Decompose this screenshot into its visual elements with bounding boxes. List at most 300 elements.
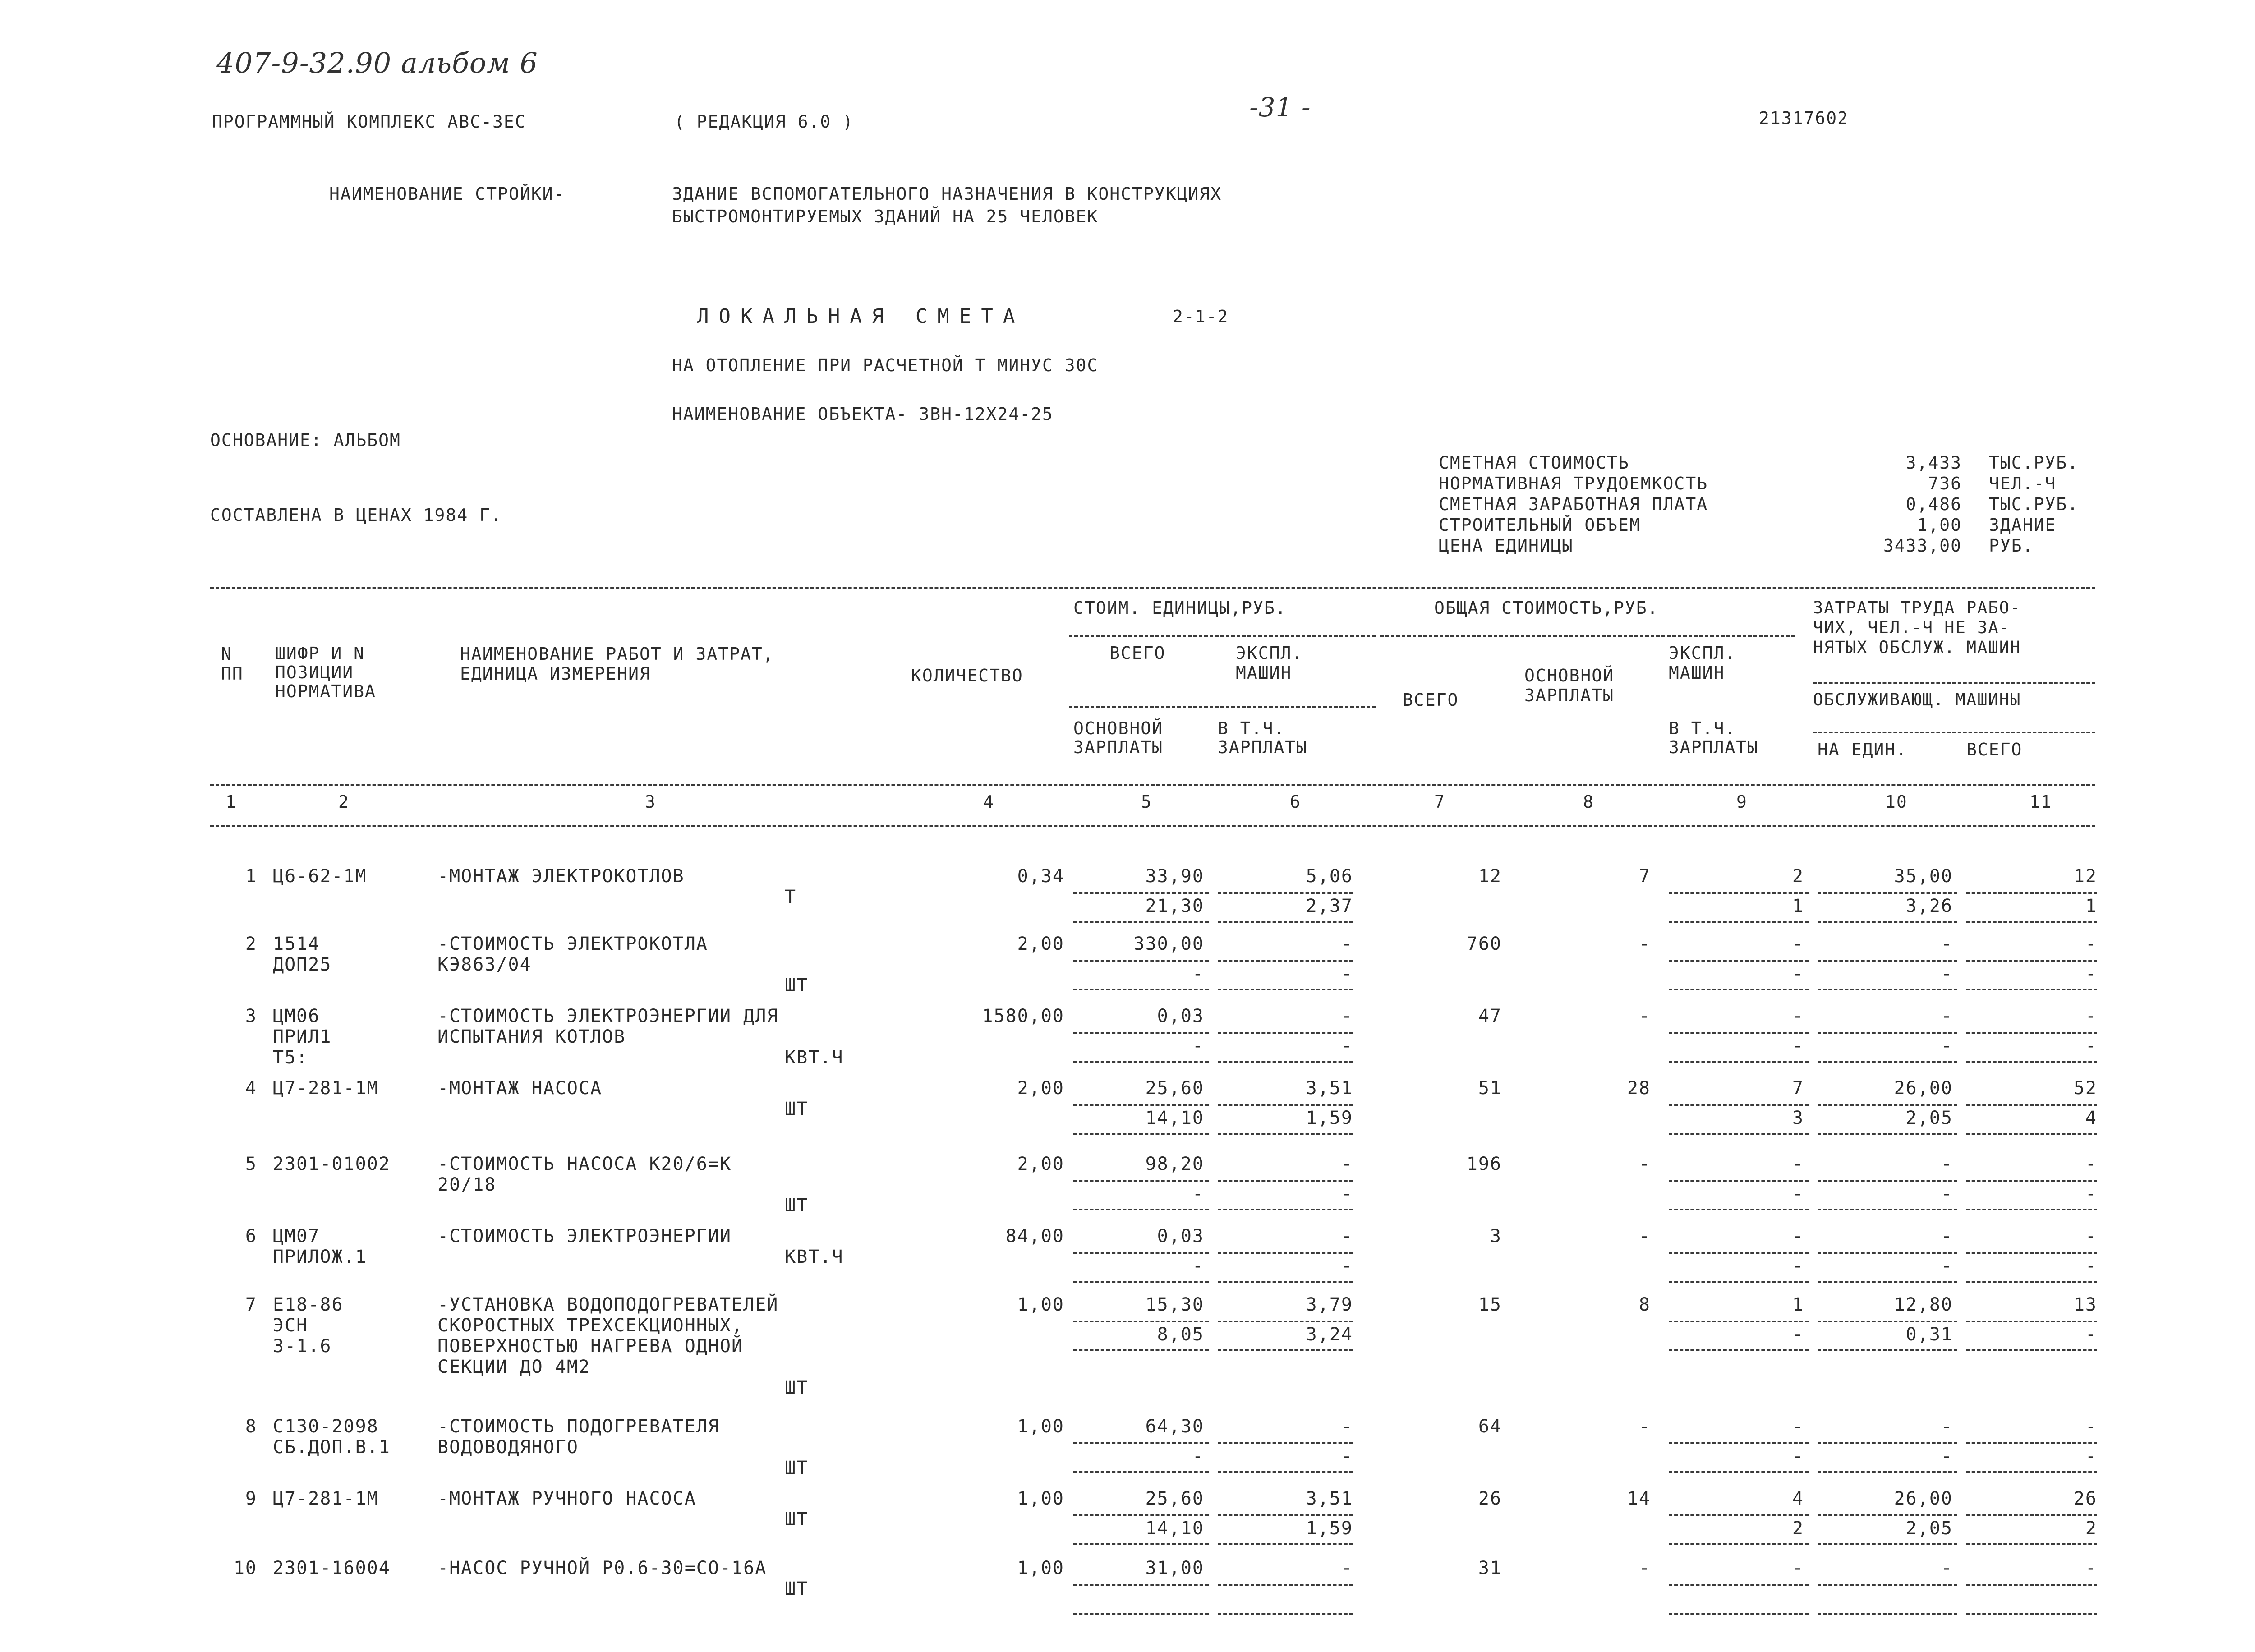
basis: ОСНОВАНИЕ: АЛЬБОМ [210,430,401,450]
row-unit-wage: 14,10 [1145,1108,1204,1128]
cell-divider [1818,1514,1957,1516]
col-header-unit-total: ВСЕГО [1109,643,1166,663]
row-unit: ШТ [785,975,809,996]
cell-divider [1669,921,1809,923]
row-total: 3 [1490,1226,1502,1247]
row-labor-unit-machines: 0,31 [1905,1324,1953,1345]
rule [1813,682,2095,684]
row-quantity: 1580,00 [982,1006,1064,1026]
header-bottom-rule [210,784,2095,786]
cell-divider [1218,892,1353,894]
row-labor-unit-machines: 2,05 [1905,1518,1953,1539]
row-labor-total-machines: 2 [2085,1518,2097,1539]
row-code: Ц7-281-1М [273,1488,379,1509]
cell-divider [1966,1061,2097,1063]
cell-divider [1073,1321,1209,1322]
summary-label: СТРОИТЕЛЬНЫЙ ОБЪЕМ [1439,515,1641,535]
cell-divider [1073,1349,1209,1351]
cell-divider [1218,1442,1353,1444]
col-header-total-wage: ОСНОВНОЙ ЗАРПЛАТЫ [1524,666,1615,705]
row-labor-total: - [2085,1006,2097,1026]
cell-divider [1669,1252,1809,1254]
cell-divider [1073,1281,1209,1283]
col-header-unit-machines: ЭКСПЛ. МАШИН [1236,643,1303,683]
row-total-machine-wage: - [1792,1324,1804,1345]
row-unit-machines: - [1341,1154,1353,1174]
numbers-bottom-rule [210,825,2095,827]
row-code: Е18-86 ЭСН 3-1.6 [273,1294,344,1357]
row-quantity: 0,34 [1017,866,1064,887]
row-labor-per-unit: - [1941,934,1953,954]
cell-divider [1669,989,1809,990]
cell-divider [1966,1584,2097,1586]
row-total-wage: - [1638,1154,1651,1174]
row-quantity: 1,00 [1017,1558,1064,1578]
page-number: -31 - [1249,92,1311,123]
row-code: 2301-16004 [273,1558,391,1578]
col-header-quantity: КОЛИЧЕСТВО [911,666,1023,686]
cell-divider [1669,1281,1809,1283]
cell-divider [1966,1252,2097,1254]
cell-divider [1218,1471,1353,1473]
column-number: 4 [983,792,994,812]
cell-divider [1669,1584,1809,1586]
col-header-number: N ПП [221,644,244,684]
row-number: 5 [245,1154,257,1174]
row-unit-total: 98,20 [1145,1154,1204,1174]
row-name: -УСТАНОВКА ВОДОПОДОГРЕВАТЕЛЕЙ СКОРОСТНЫХ ТРЕХСЕКЦИОННЫХ, ПОВЕРХНОСТЬЮ НАГРЕВА ОДНОЙ СЕКЦИИ ДО 4М2 [437,1294,779,1377]
cell-divider [1073,921,1209,923]
cell-divider [1218,1252,1353,1254]
cell-divider [1966,960,2097,962]
column-number: 8 [1583,792,1594,812]
col-group-labor: ЗАТРАТЫ ТРУДА РАБО- ЧИХ, ЧЕЛ.-Ч НЕ ЗА- НЯТЫХ ОБСЛУЖ. МАШИН [1813,598,2021,657]
price-basis: СОСТАВЛЕНА В ЦЕНАХ 1984 Г. [210,505,502,525]
row-labor-per-unit: - [1941,1226,1953,1247]
row-unit: ШТ [785,1578,809,1599]
row-total-machines: 4 [1792,1488,1804,1509]
column-number: 3 [645,792,656,812]
row-name: -СТОИМОСТЬ НАСОСА К20/6=К 20/18 [437,1154,732,1195]
cell-divider [1818,1471,1957,1473]
row-unit-machines: - [1341,1558,1353,1578]
cell-divider [1818,1281,1957,1283]
cell-divider [1218,1543,1353,1545]
cell-divider [1966,1180,2097,1182]
cell-divider [1073,1133,1209,1135]
row-code: С130-2098 СБ.ДОП.В.1 [273,1416,391,1458]
cell-divider [1966,1032,2097,1034]
row-total-machines: 1 [1792,1294,1804,1315]
column-number: 2 [338,792,350,812]
cell-divider [1073,1032,1209,1034]
col-group-unit-cost: СТОИМ. ЕДИНИЦЫ,РУБ. [1073,598,1287,618]
row-name: -СТОИМОСТЬ ЭЛЕКТРОЭНЕРГИИ ДЛЯ ИСПЫТАНИЯ КОТЛОВ [437,1006,779,1047]
row-total-wage: 14 [1627,1488,1651,1509]
row-total: 64 [1478,1416,1502,1437]
row-total-wage: - [1638,1416,1651,1437]
row-total: 12 [1478,866,1502,887]
cell-divider [1218,1061,1353,1063]
cell-divider [1073,1442,1209,1444]
row-unit-wage: - [1192,1256,1204,1276]
column-number: 6 [1290,792,1301,812]
cell-divider [1818,1543,1957,1545]
row-labor-total: - [2085,1558,2097,1578]
col-group-total-cost: ОБЩАЯ СТОИМОСТЬ,РУБ. [1434,598,1659,618]
row-unit-total: 15,30 [1145,1294,1204,1315]
row-name: -МОНТАЖ ЭЛЕКТРОКОТЛОВ [437,866,685,887]
row-labor-unit-machines: - [1941,1256,1953,1276]
row-total-machines: 7 [1792,1078,1804,1099]
row-number: 2 [245,934,257,954]
col-header-labor-total: ВСЕГО [1966,740,2023,759]
row-unit-machines: 5,06 [1306,866,1353,887]
row-unit: КВТ.Ч [785,1047,844,1068]
row-number: 3 [245,1006,257,1026]
row-unit-machines: 3,51 [1306,1488,1353,1509]
summary-unit: ЧЕЛ.-Ч [1989,474,2057,493]
cell-divider [1669,1543,1809,1545]
cell-divider [1669,1104,1809,1106]
row-unit-total: 330,00 [1133,934,1204,954]
col-header-total-machines: ЭКСПЛ. МАШИН [1669,643,1736,683]
row-labor-per-unit: - [1941,1558,1953,1578]
edition: ( РЕДАКЦИЯ 6.0 ) [674,112,854,132]
row-labor-per-unit: - [1941,1416,1953,1437]
row-total: 26 [1478,1488,1502,1509]
row-total: 51 [1478,1078,1502,1099]
row-unit-machines: - [1341,1226,1353,1247]
summary-label: СМЕТНАЯ СТОИМОСТЬ [1439,453,1629,473]
row-unit-machine-wage: - [1341,963,1353,984]
summary-unit: ТЫС.РУБ. [1989,494,2079,514]
row-labor-per-unit: 12,80 [1894,1294,1953,1315]
row-labor-total: 12 [2073,866,2097,887]
table-top-rule [210,587,2095,589]
cell-divider [1966,1613,2097,1615]
row-unit: ШТ [785,1509,809,1530]
row-unit-total: 64,30 [1145,1416,1204,1437]
row-code: Ц6-62-1М [273,866,367,887]
album-note: 407-9-32.90 альбом 6 [216,46,538,79]
row-labor-per-unit: - [1941,1154,1953,1174]
row-total-machines: - [1792,934,1804,954]
cell-divider [1218,960,1353,962]
row-unit-wage: 14,10 [1145,1518,1204,1539]
row-number: 1 [245,866,257,887]
cell-divider [1818,1613,1957,1615]
col-header-unit-wage: ОСНОВНОЙ ЗАРПЛАТЫ [1073,718,1164,757]
estimate-number: 2-1-2 [1173,307,1229,327]
cell-divider [1073,1252,1209,1254]
row-total-wage: - [1638,1558,1651,1578]
col-header-name: НАИМЕНОВАНИЕ РАБОТ И ЗАТРАТ, ЕДИНИЦА ИЗМЕРЕНИЯ [460,644,774,684]
cell-divider [1218,1349,1353,1351]
cell-divider [1966,1471,2097,1473]
row-unit-wage: - [1192,1183,1204,1204]
row-labor-per-unit: 26,00 [1894,1488,1953,1509]
column-number: 7 [1434,792,1445,812]
cell-divider [1669,1349,1809,1351]
cell-divider [1669,960,1809,962]
row-unit-machines: - [1341,934,1353,954]
cell-divider [1669,1032,1809,1034]
row-quantity: 1,00 [1017,1488,1064,1509]
row-unit-machine-wage: - [1341,1256,1353,1276]
row-labor-total-machines: - [2085,1256,2097,1276]
row-labor-unit-machines: 2,05 [1905,1108,1953,1128]
cell-divider [1218,989,1353,990]
row-total-wage: 28 [1627,1078,1651,1099]
cell-divider [1669,1180,1809,1182]
cell-divider [1218,1104,1353,1106]
row-unit-machine-wage: - [1341,1446,1353,1467]
cell-divider [1818,1584,1957,1586]
col-header-per-unit: НА ЕДИН. [1818,740,1908,759]
row-total-wage: - [1638,1006,1651,1026]
cell-divider [1818,921,1957,923]
row-unit-wage: 8,05 [1157,1324,1204,1345]
cell-divider [1218,1613,1353,1615]
cell-divider [1218,1180,1353,1182]
column-number: 5 [1141,792,1152,812]
cell-divider [1818,1133,1957,1135]
rule [1069,706,1376,708]
rule [1069,635,1376,637]
row-quantity: 2,00 [1017,934,1064,954]
cell-divider [1818,1032,1957,1034]
row-total-machine-wage: - [1792,1446,1804,1467]
summary-value: 3433,00 [1883,536,1962,556]
cell-divider [1073,1209,1209,1210]
cell-divider [1218,1032,1353,1034]
row-name: -СТОИМОСТЬ ЭЛЕКТРОЭНЕРГИИ [437,1226,732,1247]
row-unit-machines: 3,51 [1306,1078,1353,1099]
cell-divider [1966,1321,2097,1322]
row-labor-total-machines: - [2085,1035,2097,1056]
row-labor-total: - [2085,1154,2097,1174]
row-total-machine-wage: - [1792,1035,1804,1056]
row-total-machine-wage: - [1792,1256,1804,1276]
cell-divider [1218,1281,1353,1283]
row-name: -МОНТАЖ НАСОСА [437,1078,603,1099]
cell-divider [1669,892,1809,894]
row-unit-total: 31,00 [1145,1558,1204,1578]
summary-label: ЦЕНА ЕДИНИЦЫ [1439,536,1574,556]
row-unit-wage: - [1192,963,1204,984]
row-quantity: 1,00 [1017,1416,1064,1437]
row-total-machines: 2 [1792,866,1804,887]
row-unit-total: 0,03 [1157,1226,1204,1247]
row-unit-machine-wage: 2,37 [1306,896,1353,916]
cell-divider [1669,1061,1809,1063]
col-header-total: ВСЕГО [1403,690,1459,710]
row-total-machines: - [1792,1416,1804,1437]
cell-divider [1073,989,1209,990]
cell-divider [1073,892,1209,894]
row-total-wage: - [1638,934,1651,954]
row-total-machines: - [1792,1154,1804,1174]
row-labor-per-unit: - [1941,1006,1953,1026]
row-labor-total: - [2085,1416,2097,1437]
cell-divider [1818,892,1957,894]
row-labor-unit-machines: - [1941,963,1953,984]
row-labor-total-machines: 1 [2085,896,2097,916]
row-total-wage: 8 [1638,1294,1651,1315]
row-name: -МОНТАЖ РУЧНОГО НАСОСА [437,1488,696,1509]
row-total-machines: - [1792,1558,1804,1578]
object-name: НАИМЕНОВАНИЕ ОБЪЕКТА- ЗВН-12Х24-25 [672,404,1054,424]
document-code: 21317602 [1759,108,1849,128]
row-total: 31 [1478,1558,1502,1578]
row-unit: КВТ.Ч [785,1247,844,1267]
col-header-total-machine-wage: В Т.Ч. ЗАРПЛАТЫ [1669,718,1759,757]
cell-divider [1073,1104,1209,1106]
row-unit: ШТ [785,1458,809,1478]
construction-label: НАИМЕНОВАНИЕ СТРОЙКИ- [329,184,565,204]
cell-divider [1966,1349,2097,1351]
cell-divider [1818,1180,1957,1182]
cell-divider [1818,960,1957,962]
row-total-machines: - [1792,1226,1804,1247]
cell-divider [1818,1061,1957,1063]
software-name: ПРОГРАММНЫЙ КОМПЛЕКС АВС-3ЕС [212,112,526,132]
row-unit: Т [785,887,797,907]
cell-divider [1218,1321,1353,1322]
row-labor-total: 26 [2073,1488,2097,1509]
row-unit-total: 0,03 [1157,1006,1204,1026]
cell-divider [1966,1104,2097,1106]
cell-divider [1669,1613,1809,1615]
cell-divider [1073,1061,1209,1063]
estimate-title: ЛОКАЛЬНАЯ СМЕТА [697,305,1025,328]
row-total-machine-wage: - [1792,963,1804,984]
row-total-machine-wage: - [1792,1183,1804,1204]
row-labor-unit-machines: 3,26 [1905,896,1953,916]
cell-divider [1818,1252,1957,1254]
cell-divider [1218,1133,1353,1135]
row-number: 4 [245,1078,257,1099]
row-unit-machine-wage: 3,24 [1306,1324,1353,1345]
cell-divider [1218,1584,1353,1586]
cell-divider [1966,1442,2097,1444]
cell-divider [1818,1349,1957,1351]
cell-divider [1818,1104,1957,1106]
cell-divider [1966,1133,2097,1135]
row-total: 47 [1478,1006,1502,1026]
construction-name-line2: БЫСТРОМОНТИРУЕМЫХ ЗДАНИЙ НА 25 ЧЕЛОВЕК [672,207,1099,226]
row-quantity: 1,00 [1017,1294,1064,1315]
summary-label: СМЕТНАЯ ЗАРАБОТНАЯ ПЛАТА [1439,494,1708,514]
cell-divider [1818,1442,1957,1444]
cell-divider [1669,1514,1809,1516]
row-name: -СТОИМОСТЬ ПОДОГРЕВАТЕЛЯ ВОДОВОДЯНОГО [437,1416,720,1458]
cell-divider [1073,1180,1209,1182]
cell-divider [1669,1321,1809,1322]
row-labor-total: 13 [2073,1294,2097,1315]
row-total-wage: 7 [1638,866,1651,887]
rule [1380,635,1795,637]
cell-divider [1073,1471,1209,1473]
row-name: -СТОИМОСТЬ ЭЛЕКТРОКОТЛА КЭ863/04 [437,934,708,975]
row-quantity: 2,00 [1017,1154,1064,1174]
row-total-machine-wage: 3 [1792,1108,1804,1128]
row-unit-machine-wage: - [1341,1035,1353,1056]
cell-divider [1218,921,1353,923]
row-unit-wage: 21,30 [1145,896,1204,916]
row-code: Ц7-281-1М [273,1078,379,1099]
summary-unit: ЗДАНИЕ [1989,515,2057,535]
cell-divider [1966,921,2097,923]
cell-divider [1073,1613,1209,1615]
summary-value: 3,433 [1905,453,1962,473]
row-labor-total-machines: 4 [2085,1108,2097,1128]
cell-divider [1669,1442,1809,1444]
row-labor-unit-machines: - [1941,1035,1953,1056]
column-number: 9 [1736,792,1748,812]
cell-divider [1966,1543,2097,1545]
cell-divider [1218,1209,1353,1210]
cell-divider [1818,989,1957,990]
row-total-machines: - [1792,1006,1804,1026]
row-number: 10 [233,1558,257,1578]
row-unit-machine-wage: 1,59 [1306,1518,1353,1539]
row-total-machine-wage: 2 [1792,1518,1804,1539]
row-labor-total-machines: - [2085,1183,2097,1204]
row-code: ЦМ07 ПРИЛОЖ.1 [273,1226,367,1267]
row-unit-machines: 3,79 [1306,1294,1353,1315]
row-labor-total: - [2085,1226,2097,1247]
summary-value: 1,00 [1917,515,1962,535]
cell-divider [1966,989,2097,990]
cell-divider [1073,960,1209,962]
row-unit-total: 33,90 [1145,866,1204,887]
column-number: 10 [1885,792,1908,812]
row-unit-wage: - [1192,1446,1204,1467]
column-number: 11 [2030,792,2052,812]
cell-divider [1669,1209,1809,1210]
cell-divider [1218,1514,1353,1516]
row-quantity: 84,00 [1005,1226,1064,1247]
row-unit-wage: - [1192,1035,1204,1056]
row-unit-machines: - [1341,1416,1353,1437]
cell-divider [1818,1321,1957,1322]
row-labor-total-machines: - [2085,1324,2097,1345]
cell-divider [1966,1514,2097,1516]
cell-divider [1966,1209,2097,1210]
row-code: ЦМ06 ПРИЛ1 Т5: [273,1006,332,1068]
estimate-subject: НА ОТОПЛЕНИЕ ПРИ РАСЧЕТНОЙ Т МИНУС 30С [672,355,1099,375]
cell-divider [1966,892,2097,894]
cell-divider [1073,1543,1209,1545]
row-labor-per-unit: 26,00 [1894,1078,1953,1099]
row-labor-total: - [2085,934,2097,954]
cell-divider [1073,1514,1209,1516]
row-unit-machine-wage: 1,59 [1306,1108,1353,1128]
row-code: 1514 ДОП25 [273,934,332,975]
row-labor-total-machines: - [2085,1446,2097,1467]
column-number: 1 [226,792,237,812]
row-name: -НАСОС РУЧНОЙ Р0.6-30=СО-16А [437,1558,767,1578]
col-header-unit-machine-wage: В Т.Ч. ЗАРПЛАТЫ [1218,718,1308,757]
row-labor-total-machines: - [2085,963,2097,984]
row-unit-machine-wage: - [1341,1183,1353,1204]
row-total-wage: - [1638,1226,1651,1247]
cell-divider [1073,1584,1209,1586]
row-unit-machines: - [1341,1006,1353,1026]
summary-value: 0,486 [1905,494,1962,514]
